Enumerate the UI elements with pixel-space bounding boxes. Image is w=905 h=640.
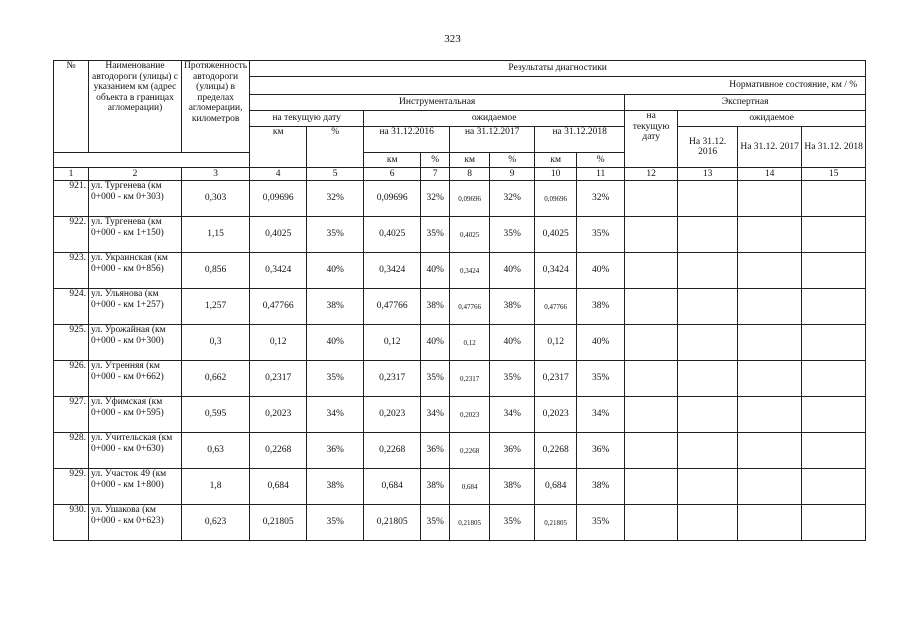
expert-cell: [738, 433, 802, 469]
road-length: 1,15: [182, 217, 250, 253]
row-number: 921.: [54, 181, 89, 217]
km-2016: 0,09696: [364, 181, 421, 217]
col-number: 15: [802, 168, 866, 181]
row-number: 924.: [54, 289, 89, 325]
table-row: [54, 217, 866, 253]
km-2017: 0,3424: [450, 253, 490, 289]
km-2016: 0,2268: [364, 433, 421, 469]
header-expert-2018: На 31.12. 2018: [802, 127, 866, 168]
pct-2017: 40%: [490, 253, 535, 289]
km-2016: 0,2023: [364, 397, 421, 433]
road-name: ул. Участок 49 (км 0+000 - км 1+800): [89, 469, 182, 505]
expert-cell: [738, 469, 802, 505]
km-2017: 0,2023: [450, 397, 490, 433]
expert-cell: [802, 397, 866, 433]
expert-cell: [678, 361, 738, 397]
expert-cell: [625, 469, 678, 505]
pct-2017: 38%: [490, 469, 535, 505]
km-current: 0,2268: [250, 433, 307, 469]
pct-current: 32%: [307, 181, 364, 217]
header-results: Результаты диагностики: [250, 61, 866, 77]
pct-2018: 34%: [577, 397, 625, 433]
km-2016: 0,3424: [364, 253, 421, 289]
pct-2016: 34%: [421, 397, 450, 433]
pct-2016: 35%: [421, 217, 450, 253]
km-2018: 0,2317: [535, 361, 577, 397]
pct-2017: 35%: [490, 217, 535, 253]
expert-cell: [678, 325, 738, 361]
expert-cell: [625, 361, 678, 397]
table-row: [54, 433, 866, 469]
col-number: 2: [89, 168, 182, 181]
pct-2016: 40%: [421, 325, 450, 361]
table-row: [54, 397, 866, 433]
pct-current: 40%: [307, 325, 364, 361]
road-length: 1,257: [182, 289, 250, 325]
col-number: 5: [307, 168, 364, 181]
expert-cell: [678, 217, 738, 253]
pct-2017: 35%: [490, 361, 535, 397]
km-current: 0,3424: [250, 253, 307, 289]
expert-cell: [802, 469, 866, 505]
expert-cell: [802, 181, 866, 217]
pct-2018: 40%: [577, 253, 625, 289]
pct-2017: 36%: [490, 433, 535, 469]
expert-cell: [678, 505, 738, 541]
header-km: км: [250, 127, 307, 168]
pct-2017: 35%: [490, 505, 535, 541]
pct-2018: 32%: [577, 181, 625, 217]
road-length: 0,63: [182, 433, 250, 469]
col-number: 8: [450, 168, 490, 181]
km-current: 0,09696: [250, 181, 307, 217]
pct-current: 38%: [307, 469, 364, 505]
pct-2016: 35%: [421, 505, 450, 541]
expert-cell: [625, 289, 678, 325]
km-2017: 0,21805: [450, 505, 490, 541]
page-number: 323: [444, 33, 461, 45]
header-expected: ожидаемое: [364, 111, 625, 127]
table-row: [54, 361, 866, 397]
expert-cell: [738, 397, 802, 433]
pct-2017: 34%: [490, 397, 535, 433]
row-number: 922.: [54, 217, 89, 253]
header-2017: на 31.12.2017: [450, 127, 535, 153]
expert-cell: [802, 361, 866, 397]
pct-2016: 36%: [421, 433, 450, 469]
road-name: ул. Уфимская (км 0+000 - км 0+595): [89, 397, 182, 433]
expert-cell: [625, 217, 678, 253]
row-number: 925.: [54, 325, 89, 361]
road-name: ул. Тургенева (км 0+000 - км 0+303): [89, 181, 182, 217]
road-length: 0,3: [182, 325, 250, 361]
road-length: 0,623: [182, 505, 250, 541]
header-pct-2018: %: [577, 153, 625, 168]
header-km-2017: км: [450, 153, 490, 168]
km-2018: 0,2023: [535, 397, 577, 433]
header-expert-expected: ожидаемое: [678, 111, 866, 127]
km-2018: 0,12: [535, 325, 577, 361]
col-number: 6: [364, 168, 421, 181]
pct-2018: 35%: [577, 361, 625, 397]
table-row: [54, 505, 866, 541]
col-number: 3: [182, 168, 250, 181]
road-length: 0,595: [182, 397, 250, 433]
pct-2017: 40%: [490, 325, 535, 361]
expert-cell: [625, 433, 678, 469]
km-2018: 0,09696: [535, 181, 577, 217]
col-number: 13: [678, 168, 738, 181]
pct-2016: 32%: [421, 181, 450, 217]
header-pct-2016: %: [421, 153, 450, 168]
header-2018: на 31.12.2018: [535, 127, 625, 153]
pct-2017: 32%: [490, 181, 535, 217]
road-name: ул. Тургенева (км 0+000 - км 1+150): [89, 217, 182, 253]
table-row: [54, 181, 866, 217]
pct-2017: 38%: [490, 289, 535, 325]
header-col-length: Протяженность автодороги (улицы) в пределах агломерации, километров: [182, 61, 250, 153]
table-row: [54, 253, 866, 289]
pct-current: 35%: [307, 505, 364, 541]
expert-cell: [625, 181, 678, 217]
pct-2016: 35%: [421, 361, 450, 397]
road-length: 1,8: [182, 469, 250, 505]
road-name: ул. Ушакова (км 0+000 - км 0+623): [89, 505, 182, 541]
km-2016: 0,12: [364, 325, 421, 361]
pct-current: 36%: [307, 433, 364, 469]
expert-cell: [738, 181, 802, 217]
km-2016: 0,4025: [364, 217, 421, 253]
road-name: ул. Утренняя (км 0+000 - км 0+662): [89, 361, 182, 397]
km-current: 0,21805: [250, 505, 307, 541]
km-2017: 0,684: [450, 469, 490, 505]
expert-cell: [625, 505, 678, 541]
expert-cell: [738, 505, 802, 541]
km-2016: 0,21805: [364, 505, 421, 541]
km-2018: 0,684: [535, 469, 577, 505]
km-2018: 0,2268: [535, 433, 577, 469]
header-col-name: Наименование автодороги (улицы) с указанием км (адрес объекта в границах агломерации): [89, 61, 182, 153]
road-length: 0,856: [182, 253, 250, 289]
km-2017: 0,4025: [450, 217, 490, 253]
expert-cell: [625, 253, 678, 289]
header-instrumental: Инструментальная: [250, 95, 625, 111]
expert-cell: [802, 325, 866, 361]
expert-cell: [678, 469, 738, 505]
header-expert-current: на текущую дату: [625, 111, 678, 168]
km-2016: 0,47766: [364, 289, 421, 325]
header-pct-2017: %: [490, 153, 535, 168]
pct-2016: 38%: [421, 289, 450, 325]
expert-cell: [802, 433, 866, 469]
header-normative: Нормативное состояние, км / %: [250, 77, 866, 95]
row-number: 927.: [54, 397, 89, 433]
expert-cell: [738, 253, 802, 289]
road-length: 0,662: [182, 361, 250, 397]
col-number: 10: [535, 168, 577, 181]
expert-cell: [678, 433, 738, 469]
expert-cell: [625, 325, 678, 361]
km-current: 0,684: [250, 469, 307, 505]
pct-current: 38%: [307, 289, 364, 325]
pct-2018: 35%: [577, 505, 625, 541]
road-length: 0,303: [182, 181, 250, 217]
header-current-date: на текущую дату: [250, 111, 364, 127]
column-number-row: [54, 168, 866, 181]
pct-2018: 38%: [577, 289, 625, 325]
expert-cell: [738, 289, 802, 325]
row-number: 928.: [54, 433, 89, 469]
pct-2018: 36%: [577, 433, 625, 469]
expert-cell: [738, 217, 802, 253]
header-expert-2016: На 31.12. 2016: [678, 127, 738, 168]
km-current: 0,2317: [250, 361, 307, 397]
header-km-2018: км: [535, 153, 577, 168]
expert-cell: [678, 397, 738, 433]
table-row: [54, 325, 866, 361]
km-2016: 0,684: [364, 469, 421, 505]
km-2018: 0,4025: [535, 217, 577, 253]
km-2017: 0,12: [450, 325, 490, 361]
header-pct: %: [307, 127, 364, 168]
pct-current: 40%: [307, 253, 364, 289]
km-2016: 0,2317: [364, 361, 421, 397]
pct-2016: 40%: [421, 253, 450, 289]
km-2017: 0,2317: [450, 361, 490, 397]
table-body: [54, 181, 866, 541]
pct-2018: 38%: [577, 469, 625, 505]
expert-cell: [802, 253, 866, 289]
row-number: 930.: [54, 505, 89, 541]
expert-cell: [802, 217, 866, 253]
expert-cell: [625, 397, 678, 433]
expert-cell: [738, 325, 802, 361]
pct-current: 35%: [307, 361, 364, 397]
row-number: 929.: [54, 469, 89, 505]
pct-2018: 35%: [577, 217, 625, 253]
km-2017: 0,2268: [450, 433, 490, 469]
km-2017: 0,09696: [450, 181, 490, 217]
km-current: 0,4025: [250, 217, 307, 253]
road-name: ул. Украинская (км 0+000 - км 0+856): [89, 253, 182, 289]
pct-2018: 40%: [577, 325, 625, 361]
table-header: [54, 61, 866, 181]
expert-cell: [738, 361, 802, 397]
header-expert-2017: На 31.12. 2017: [738, 127, 802, 168]
road-name: ул. Урожайная (км 0+000 - км 0+300): [89, 325, 182, 361]
expert-cell: [678, 289, 738, 325]
km-2018: 0,21805: [535, 505, 577, 541]
table-row: [54, 289, 866, 325]
diagnostics-table: [53, 60, 866, 541]
expert-cell: [678, 253, 738, 289]
pct-2016: 38%: [421, 469, 450, 505]
pct-current: 34%: [307, 397, 364, 433]
col-number: 11: [577, 168, 625, 181]
km-current: 0,47766: [250, 289, 307, 325]
col-number: 1: [54, 168, 89, 181]
col-number: 14: [738, 168, 802, 181]
header-col-number: №: [54, 61, 89, 153]
km-current: 0,2023: [250, 397, 307, 433]
col-number: 7: [421, 168, 450, 181]
table-row: [54, 469, 866, 505]
km-2018: 0,3424: [535, 253, 577, 289]
col-number: 4: [250, 168, 307, 181]
km-2017: 0,47766: [450, 289, 490, 325]
col-number: 12: [625, 168, 678, 181]
road-name: ул. Учительская (км 0+000 - км 0+630): [89, 433, 182, 469]
expert-cell: [802, 289, 866, 325]
km-2018: 0,47766: [535, 289, 577, 325]
header-km-2016: км: [364, 153, 421, 168]
expert-cell: [802, 505, 866, 541]
col-number: 9: [490, 168, 535, 181]
row-number: 923.: [54, 253, 89, 289]
expert-cell: [678, 181, 738, 217]
row-number: 926.: [54, 361, 89, 397]
road-name: ул. Ульянова (км 0+000 - км 1+257): [89, 289, 182, 325]
header-expert: Экспертная: [625, 95, 866, 111]
header-2016: на 31.12.2016: [364, 127, 450, 153]
km-current: 0,12: [250, 325, 307, 361]
pct-current: 35%: [307, 217, 364, 253]
